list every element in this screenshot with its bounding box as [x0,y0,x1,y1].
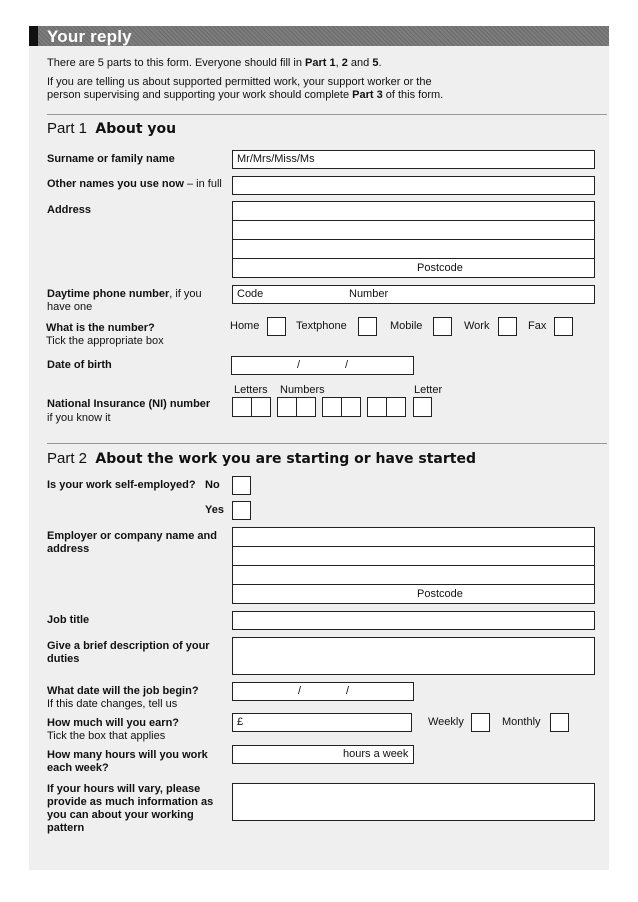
phone-label-bold: Daytime phone number [47,288,170,300]
intro-comma: , [335,57,342,69]
banner-title: Your reply [47,27,132,46]
surname-input[interactable] [232,150,595,169]
part2-heading [47,450,476,468]
ni-numbers-input-3[interactable] [367,397,406,417]
dob-slash: / [345,359,349,371]
dob-input[interactable] [231,356,414,375]
duties-input[interactable] [232,637,595,675]
ni-cell-divider [251,398,252,416]
ni-label: National Insurance (NI) number [47,398,211,410]
dob-slash: / [297,359,301,371]
address-line [233,258,594,259]
part2-number: Part 2 [47,450,88,467]
monthly-label: Monthly [502,716,541,728]
vary-label-1: If your hours will vary, please [47,783,201,795]
hours-unit-label: hours a week [343,748,409,760]
start-date-hint: If this date changes, tell us [47,698,178,710]
other-names-label-bold: Other names you use now [47,178,184,190]
duties-label-2: duties [47,653,80,665]
phone-number-label: Number [349,288,389,300]
intro-line-2: If you are telling us about supported permitted work, your support worker or the [47,76,432,88]
part1-heading [47,120,176,138]
job-title-label: Job title [47,614,90,626]
intro-and: and [347,57,373,69]
other-names-suffix: – in full [183,178,222,190]
intro-part2: 2 [341,57,348,69]
address-input[interactable] [232,201,595,278]
phone-type-mobile-checkbox[interactable] [433,317,452,336]
hours-label-2: each week? [47,762,109,774]
employer-address-line [233,565,594,566]
surname-prefill: Mr/Mrs/Miss/Ms [237,153,315,165]
intro-part1: Part 1 [305,57,336,69]
intro-line-1 [47,57,382,70]
form-page [29,26,609,870]
vary-label-3: you can about your working [47,809,194,821]
start-date-label: What date will the job begin? [47,685,199,697]
what-number-label: What is the number? [46,322,155,334]
self-employed-no-checkbox[interactable] [232,476,251,495]
phone-type-fax-checkbox[interactable] [554,317,573,336]
phone-type-mobile-label: Mobile [390,320,423,332]
phone-code-label: Code [237,288,264,300]
start-date-input[interactable] [232,682,414,701]
address-line [233,220,594,221]
intro-part3: Part 3 [352,89,383,101]
phone-label-2: have one [47,301,93,313]
part2-title: About the work you are starting or have started [95,451,476,467]
earnings-label: How much will you earn? [47,717,180,729]
other-names-input[interactable] [232,176,595,195]
intro-text-3: person supervising and supporting your work should complete [47,89,353,101]
weekly-checkbox[interactable] [471,713,490,732]
self-employed-label: Is your work self-employed? [47,479,196,491]
self-employed-no-label: No [205,479,220,491]
earnings-input[interactable] [232,713,412,732]
ni-cell-divider [341,398,342,416]
ni-numbers-input-2[interactable] [322,397,361,417]
duties-label: Give a brief description of your [47,640,210,652]
phone-type-home-checkbox[interactable] [267,317,286,336]
intro-dot: . [378,57,382,69]
phone-type-home-label: Home [230,320,260,332]
ni-letters-input[interactable] [232,397,271,417]
tick-box-hint: Tick the appropriate box [46,335,164,347]
divider [47,114,607,115]
ni-letter-input[interactable] [413,397,432,417]
intro-part5: 5 [372,57,379,69]
part1-title: About you [95,121,177,137]
phone-type-work-checkbox[interactable] [498,317,517,336]
section-banner [29,26,609,46]
ni-cell-divider [386,398,387,416]
divider [47,443,607,444]
self-employed-yes-checkbox[interactable] [232,501,251,520]
employer-address-input[interactable] [232,527,595,604]
phone-type-fax-label: Fax [528,320,547,332]
phone-input[interactable] [232,285,595,304]
employer-label: Employer or company name and [47,530,217,542]
intro-text-3b: of this form. [382,89,444,101]
self-employed-yes-label: Yes [205,504,224,516]
vary-label-2: provide as much information as [47,796,214,808]
phone-label [47,288,202,301]
monthly-checkbox[interactable] [550,713,569,732]
part1-number: Part 1 [47,120,88,137]
address-label: Address [47,204,92,216]
phone-label-suffix: , if you [169,288,202,300]
hours-vary-input[interactable] [232,783,595,821]
banner-tab [29,26,38,46]
hours-label: How many hours will you work [47,749,208,761]
start-date-slash: / [298,685,302,697]
ni-letters-label: Letters [234,384,268,396]
address-line [233,239,594,240]
pound-sign: £ [237,716,244,728]
employer-address-line [233,584,594,585]
earnings-hint: Tick the box that applies [47,730,166,742]
intro-text: There are 5 parts to this form. Everyone should fill in [47,57,306,69]
ni-numbers-input-1[interactable] [277,397,316,417]
intro-line-3 [47,89,443,102]
vary-label-4: pattern [47,822,85,834]
address-postcode-label: Postcode [417,262,463,274]
phone-type-work-label: Work [464,320,490,332]
dob-label: Date of birth [47,359,112,371]
hours-input[interactable] [232,745,414,764]
employer-label-2: address [47,543,90,555]
ni-letter-label: Letter [414,384,443,396]
ni-cell-divider [296,398,297,416]
ni-numbers-label: Numbers [280,384,325,396]
employer-address-line [233,546,594,547]
phone-type-textphone-label: Textphone [296,320,347,332]
phone-type-textphone-checkbox[interactable] [358,317,377,336]
other-names-label [47,178,222,191]
start-date-slash: / [346,685,350,697]
job-title-input[interactable] [232,611,595,630]
surname-label: Surname or family name [47,153,175,165]
ni-label-2: if you know it [47,412,111,424]
employer-postcode-label: Postcode [417,588,463,600]
weekly-label: Weekly [428,716,464,728]
